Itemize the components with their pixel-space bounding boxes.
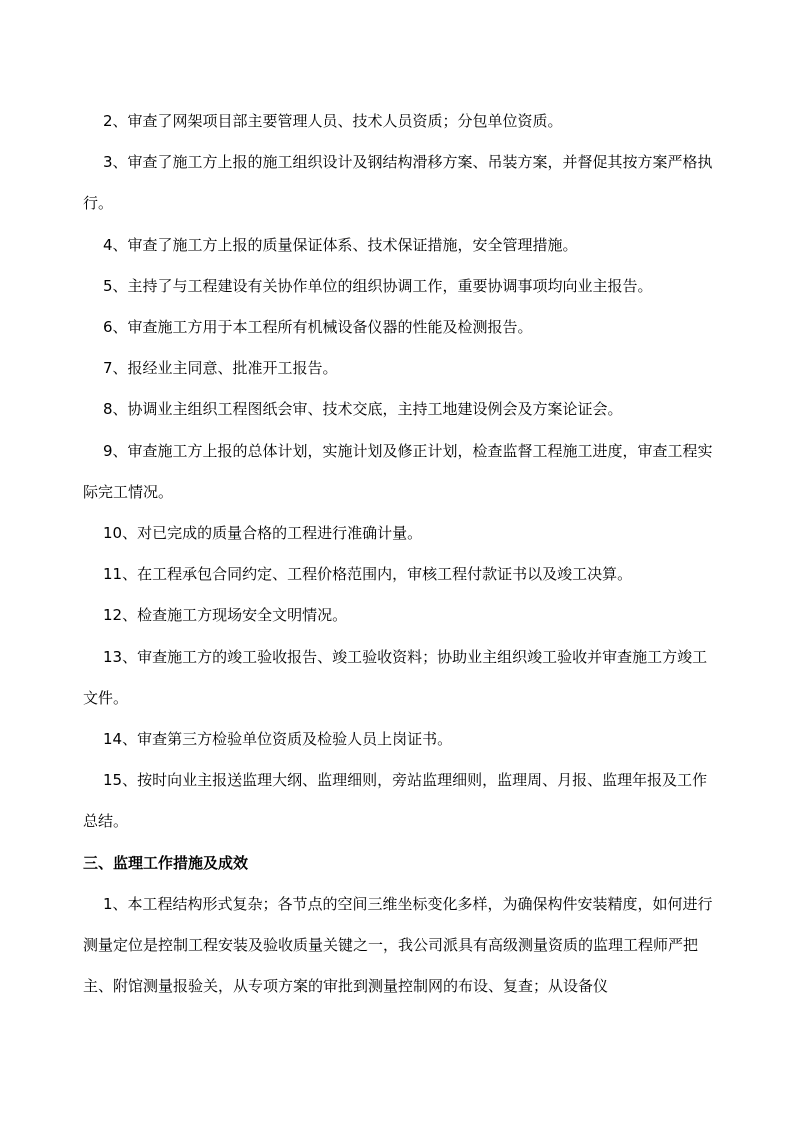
- list-item-13: 13、审查施工方的竣工验收报告、竣工验收资料；协助业主组织竣工验收并审查施工方竣工文件。: [83, 647, 708, 707]
- list-item-14: 14、审查第三方检验单位资质及检验人员上岗证书。: [103, 730, 453, 749]
- list-item-12: 12、检查施工方现场安全文明情况。: [103, 606, 348, 625]
- section-heading: 三、监理工作措施及成效: [83, 853, 249, 872]
- list-item-9: 9、审查施工方上报的总体计划，实施计划及修正计划，检查监督工程施工进度，审查工程实际完工情况。: [83, 441, 713, 501]
- list-item-2: 2、审查了网架项目部主要管理人员、技术人员资质；分包单位资质。: [103, 112, 563, 130]
- list-item-6: 6、审查施工方用于本工程所有机械设备仪器的性能及检测报告。: [103, 318, 533, 337]
- list-item-3: 3、审查了施工方上报的施工组织设计及钢结构滑移方案、吊装方案，并督促其按方案严格执行。: [83, 153, 713, 213]
- list-item-10: 10、对已完成的质量合格的工程进行准确计量。: [103, 524, 423, 543]
- list-item-11: 11、在工程承包合同约定、工程价格范围内，审核工程付款证书以及竣工决算。: [103, 565, 633, 584]
- document-body: [83, 101, 713, 1007]
- list-item-8: 8、协调业主组织工程图纸会审、技术交底，主持工地建设例会及方案论证会。: [103, 400, 623, 419]
- list-item-4: 4、审查了施工方上报的质量保证体系、技术保证措施，安全管理措施。: [103, 235, 578, 254]
- list-item-15: 15、按时向业主报送监理大纲、监理细则，旁站监理细则，监理周、月报、监理年报及工作总结。: [83, 771, 708, 831]
- list-item-5: 5、主持了与工程建设有关协作单位的组织协调工作，重要协调事项均向业主报告。: [103, 276, 653, 295]
- list-item-7: 7、报经业主同意、批准开工报告。: [103, 359, 338, 378]
- section-item-1: 1、本工程结构形式复杂；各节点的空间三维坐标变化多样，为确保构件安装精度，如何进行测量定位是控制工程安装及验收质量关键之一，我公司派具有高级测量资质的监理工程师严把主、附馆测量报验关，从专项方案的审批到测量控制网的布设、复查；从设备仪: [83, 894, 713, 996]
